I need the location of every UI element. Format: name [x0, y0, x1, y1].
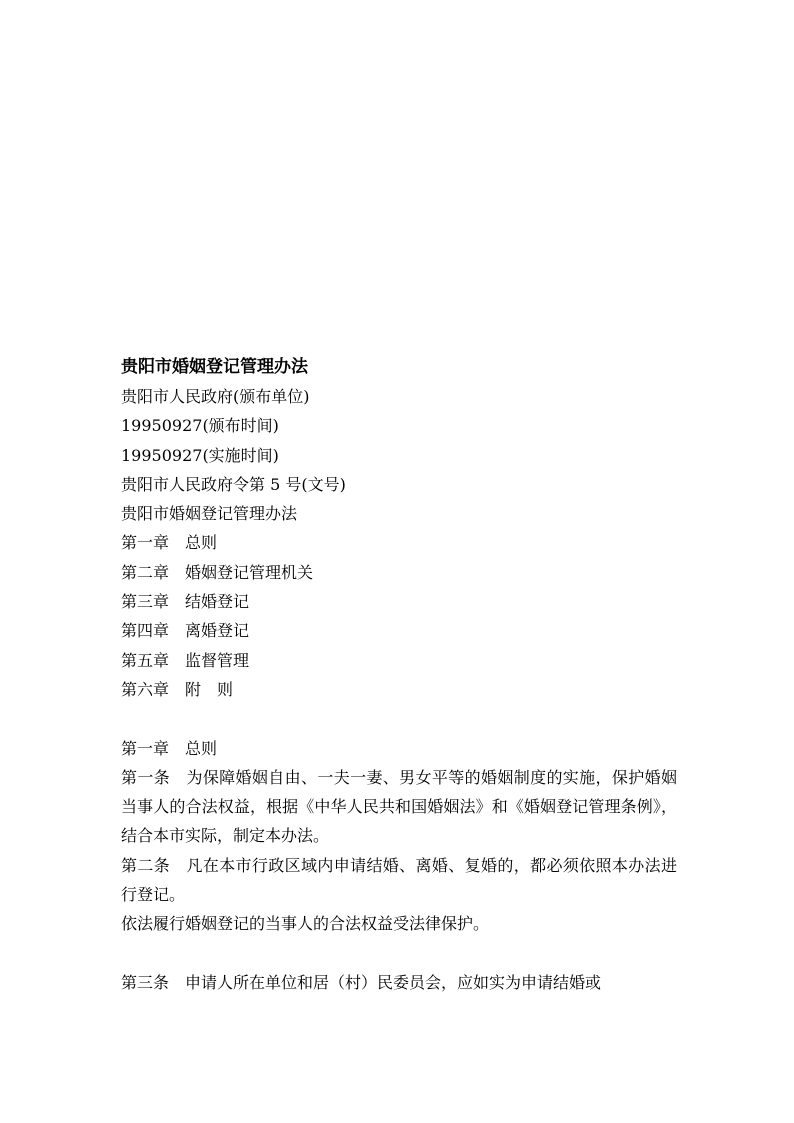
- article-1: 第一条 为保障婚姻自由、一夫一妻、男女平等的婚姻制度的实施，保护婚姻当事人的合法权益，根据《中华人民共和国婚姻法》和《婚姻登记管理条例》，结合本市实际，制定本办法。: [121, 767, 677, 846]
- toc-item: 第一章 总则: [121, 533, 218, 553]
- document-number: 贵阳市人民政府令第 5 号(文号): [121, 474, 346, 494]
- toc-item: 第二章 婚姻登记管理机关: [121, 562, 314, 582]
- document-name: 贵阳市婚姻登记管理办法: [121, 504, 298, 524]
- toc-item: 第五章 监督管理: [121, 650, 250, 670]
- article-2-clause: 依法履行婚姻登记的当事人的合法权益受法律保护。: [121, 914, 490, 934]
- issue-date: 19950927(颁布时间): [121, 416, 279, 436]
- toc-item: 第六章 附 则: [121, 679, 234, 699]
- blank-line: [121, 704, 677, 733]
- chapter-heading: 第一章 总则: [121, 738, 218, 758]
- effective-date: 19950927(实施时间): [121, 445, 279, 465]
- toc-item: 第四章 离婚登记: [121, 621, 250, 641]
- issuing-authority: 贵阳市人民政府(颁布单位): [121, 387, 310, 406]
- article-3: 第三条 申请人所在单位和居（村）民委员会，应如实为申请结婚或: [121, 972, 602, 992]
- toc-item: 第三章 结婚登记: [121, 592, 250, 612]
- blank-line: [121, 939, 677, 968]
- document-page: [121, 353, 677, 997]
- article-2: 第二条 凡在本市行政区域内申请结婚、离婚、复婚的，都必须依照本办法进行登记。: [121, 855, 677, 905]
- document-title: 贵阳市婚姻登记管理办法: [121, 357, 308, 377]
